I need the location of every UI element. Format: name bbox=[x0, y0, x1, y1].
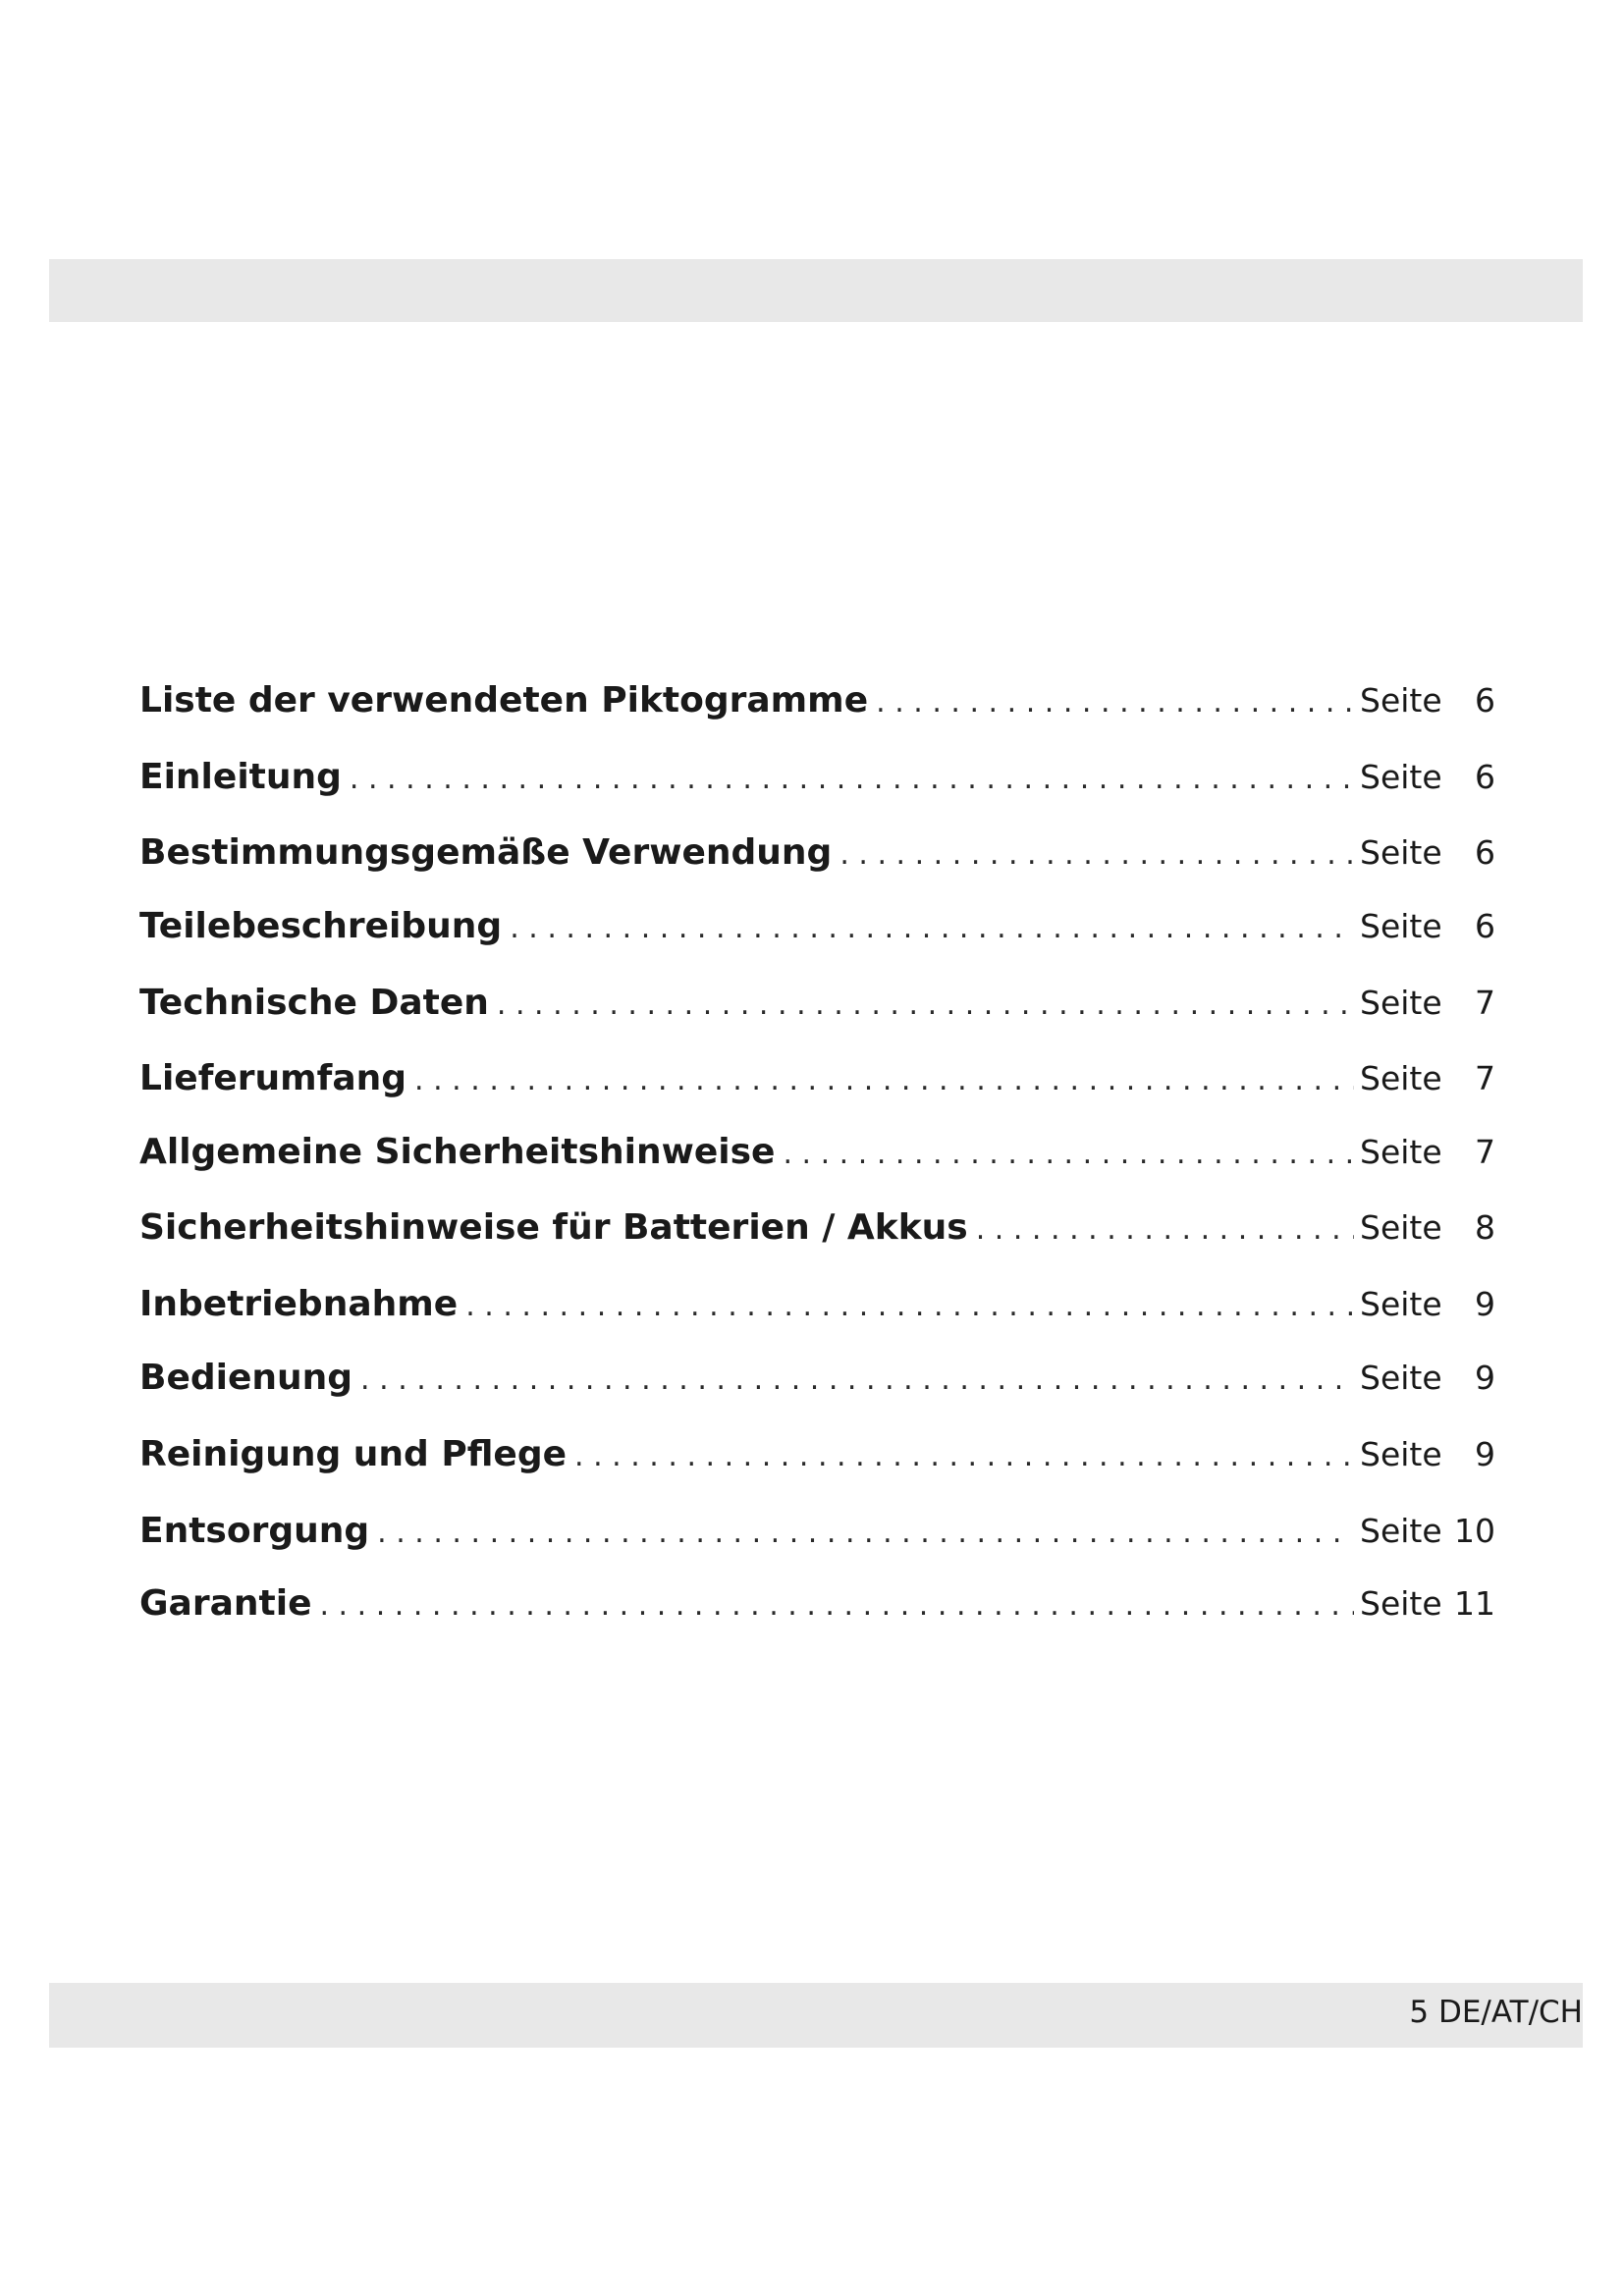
toc-dot-leader bbox=[876, 679, 1354, 726]
toc-entry-title: Bedienung bbox=[139, 1358, 353, 1398]
toc-page-number: 7 bbox=[1475, 1133, 1495, 1171]
toc-dot-leader bbox=[319, 1582, 1354, 1629]
toc-entry[interactable] bbox=[139, 980, 1495, 1027]
toc-entry-title: Technische Daten bbox=[139, 983, 489, 1023]
toc-page-word: Seite bbox=[1360, 907, 1442, 945]
toc-page-word: Seite bbox=[1360, 1208, 1442, 1247]
toc-page-word: Seite bbox=[1360, 1133, 1442, 1171]
toc-page-number: 9 bbox=[1475, 1359, 1495, 1397]
toc-entry[interactable] bbox=[139, 1129, 1495, 1176]
toc-entry-title: Allgemeine Sicherheitshinweise bbox=[139, 1132, 776, 1172]
toc-page-word: Seite bbox=[1360, 1435, 1442, 1473]
toc-entry[interactable] bbox=[139, 1508, 1495, 1555]
toc-entry-title: Einleitung bbox=[139, 757, 342, 797]
toc-page-word: Seite bbox=[1360, 1359, 1442, 1397]
toc-page-word: Seite bbox=[1360, 758, 1442, 796]
toc-page-number: 7 bbox=[1475, 1059, 1495, 1097]
toc-dot-leader bbox=[839, 831, 1354, 879]
toc-entry[interactable] bbox=[139, 677, 1495, 724]
toc-dot-leader bbox=[574, 1433, 1354, 1480]
toc-page-number: 8 bbox=[1475, 1208, 1495, 1247]
toc-page-number: 9 bbox=[1475, 1285, 1495, 1323]
page-number-label: 5 DE/AT/CH bbox=[1409, 1995, 1583, 2030]
toc-entry-title: Lieferumfang bbox=[139, 1058, 407, 1098]
toc-entry[interactable] bbox=[139, 754, 1495, 801]
toc-page-word: Seite bbox=[1360, 681, 1442, 720]
toc-page-number: 9 bbox=[1475, 1435, 1495, 1473]
toc-entry-title: Sicherheitshinweise für Batterien / Akkus bbox=[139, 1207, 968, 1248]
toc-entry-title: Teilebeschreibung bbox=[139, 906, 503, 946]
toc-page-word: Seite bbox=[1360, 1285, 1442, 1323]
toc-entry-title: Inbetriebnahme bbox=[139, 1284, 459, 1324]
toc-page-number: 6 bbox=[1475, 833, 1495, 872]
toc-dot-leader bbox=[976, 1206, 1354, 1254]
header-band bbox=[49, 259, 1583, 322]
toc-dot-leader bbox=[377, 1510, 1354, 1557]
toc-page-number: 10 bbox=[1454, 1512, 1495, 1550]
toc-page-number: 7 bbox=[1475, 984, 1495, 1022]
toc-dot-leader bbox=[360, 1357, 1354, 1404]
toc-entry-title: Reinigung und Pflege bbox=[139, 1434, 568, 1474]
toc-page-number: 6 bbox=[1475, 758, 1495, 796]
toc-dot-leader bbox=[510, 905, 1354, 952]
toc-entry[interactable] bbox=[139, 1055, 1495, 1102]
toc-dot-leader bbox=[465, 1283, 1354, 1330]
toc-page-number: 6 bbox=[1475, 907, 1495, 945]
toc-entry-title: Bestimmungsgemäße Verwendung bbox=[139, 832, 833, 873]
toc-dot-leader bbox=[414, 1057, 1354, 1104]
toc-page-word: Seite bbox=[1360, 1584, 1442, 1623]
toc-dot-leader bbox=[497, 982, 1354, 1029]
toc-entry[interactable] bbox=[139, 829, 1495, 877]
toc-dot-leader bbox=[783, 1131, 1354, 1178]
toc-page-word: Seite bbox=[1360, 1512, 1442, 1550]
toc-dot-leader bbox=[350, 756, 1354, 803]
toc-entry-title: Liste der verwendeten Piktogramme bbox=[139, 680, 869, 721]
toc-entry[interactable] bbox=[139, 1431, 1495, 1478]
toc-entry[interactable] bbox=[139, 903, 1495, 950]
toc-entry-title: Entsorgung bbox=[139, 1511, 370, 1551]
footer-band bbox=[49, 1983, 1583, 2048]
toc-page-word: Seite bbox=[1360, 1059, 1442, 1097]
toc-page-number: 6 bbox=[1475, 681, 1495, 720]
toc-entry[interactable] bbox=[139, 1580, 1495, 1628]
toc-entry[interactable] bbox=[139, 1281, 1495, 1328]
toc-page-number: 11 bbox=[1454, 1584, 1495, 1623]
toc-page-word: Seite bbox=[1360, 984, 1442, 1022]
toc-entry[interactable] bbox=[139, 1204, 1495, 1252]
toc-entry-title: Garantie bbox=[139, 1583, 312, 1624]
toc-entry[interactable] bbox=[139, 1355, 1495, 1402]
toc-page-word: Seite bbox=[1360, 833, 1442, 872]
